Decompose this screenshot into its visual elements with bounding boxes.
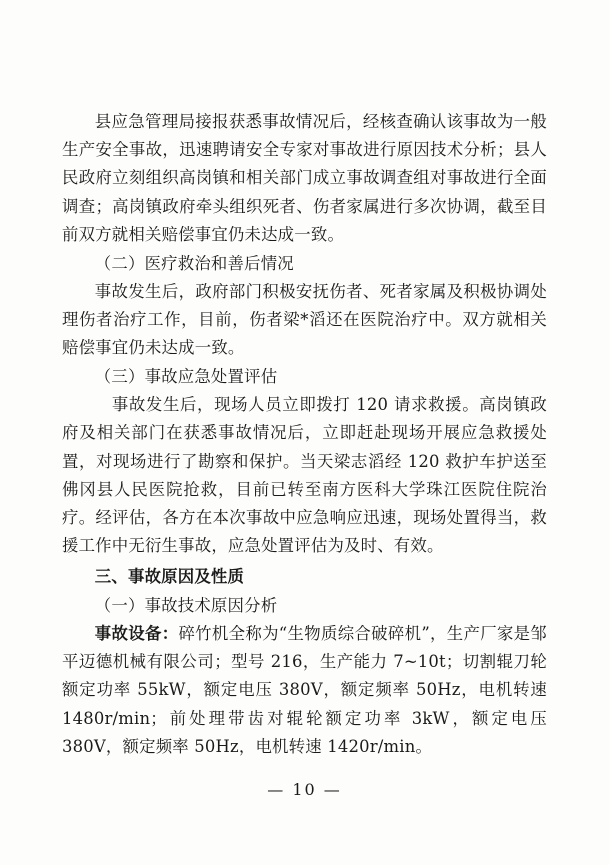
page-number: — 10 — xyxy=(267,780,342,799)
paragraph-equipment-details xyxy=(62,620,547,761)
document-body xyxy=(62,108,547,761)
paragraph-emergency-assessment: 事故发生后，现场人员立即拨打 120 请求救援。高岗镇政府及相关部门在获悉事故情况后，立即赶赴现场开展应急救援处置，对现场进行了勘察和保护。当天梁志滔经 120 救护车护送至佛冈县人民医院抢救，目前已转至南方医科大学珠江医院住院治疗。经评估，各方在本次事故中应急响应迅速，现场处置得当，救援工作中无衍生事故，应急处置评估为及时、有效。 xyxy=(62,395,547,556)
equipment-description: 碎竹机全称为“生物质综合破碎机”，生产厂家是邹平迈德机械有限公司；型号 216，生产能力 7~10t；切割辊刀轮额定功率 55kW，额定电压 380V，额定频率 50Hz，电机转速 1480r/min；前处理带齿对辊轮额定功率 3kW，额定电压 380V，额定频率 50Hz，电机转速 1420r/min。 xyxy=(62,623,548,756)
subheading-technical-cause-analysis: （一）事故技术原因分析 xyxy=(94,595,278,615)
page-footer xyxy=(0,780,609,799)
subheading-emergency-assessment: （三）事故应急处置评估 xyxy=(94,366,278,386)
paragraph-medical-rescue: 事故发生后，政府部门积极安抚伤者、死者家属及积极协调处理伤者治疗工作，目前，伤者梁*滔还在医院治疗中。双方就相关赔偿事宜仍未达成一致。 xyxy=(62,281,547,358)
heading-accident-cause-and-nature: 三、事故原因及性质 xyxy=(94,566,245,586)
subheading-medical-rescue: （二）医疗救治和善后情况 xyxy=(94,253,294,273)
equipment-label: 事故设备： xyxy=(94,623,179,643)
paragraph-accident-report-handling: 县应急管理局接报获悉事故情况后，经核查确认该事故为一般生产安全事故，迅速聘请安全专家对事故进行原因技术分析；县人民政府立刻组织高岗镇和相关部门成立事故调查组对事故进行全面调查；高岗镇政府牵头组织死者、伤者家属进行多次协调，截至目前双方就相关赔偿事宜仍未达成一致。 xyxy=(62,112,547,244)
